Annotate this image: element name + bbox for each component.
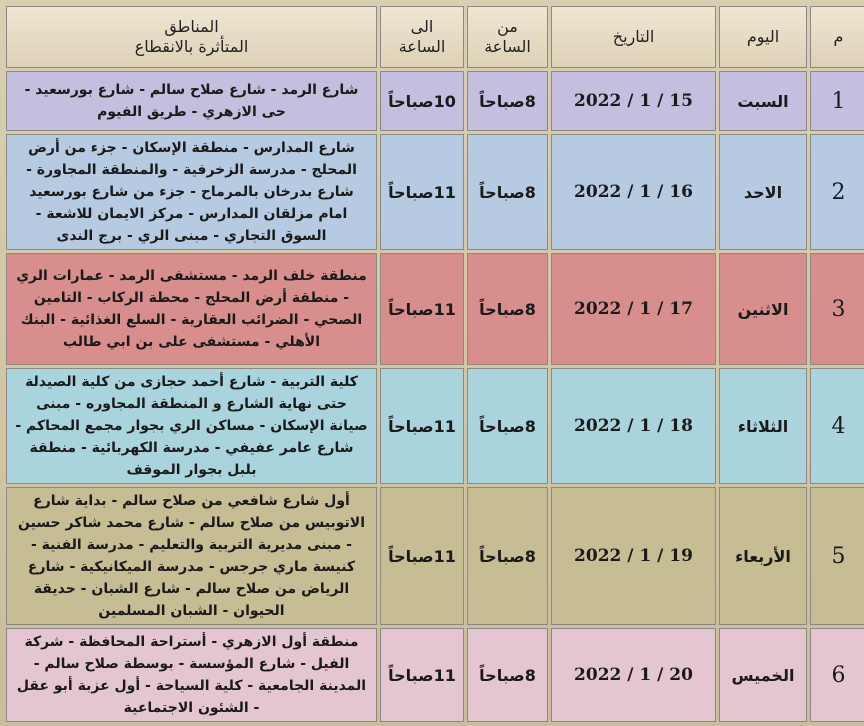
row-from: 8صباحاً xyxy=(467,134,548,250)
row-num: 5 xyxy=(810,487,864,625)
table-row xyxy=(6,487,864,625)
row-to: 11صباحاً xyxy=(380,487,464,625)
row-day: السبت xyxy=(719,71,807,131)
row-from: 8صباحاً xyxy=(467,368,548,484)
power-outage-schedule-table xyxy=(3,3,864,725)
row-areas: منطقة أول الازهري - أستراحة المحافظة - شركة الفيل - شارع المؤسسة - بوسطة صلاح سالم - المدينة الجامعية - كلية السياحة - أول عزبة أبو عقل - الشئون الاجتماعية xyxy=(6,628,377,722)
row-num: 6 xyxy=(810,628,864,722)
row-date: 2022 / 1 / 18 xyxy=(551,368,716,484)
row-from: 8صباحاً xyxy=(467,628,548,722)
row-from: 8صباحاً xyxy=(467,71,548,131)
header-date: التاريخ xyxy=(551,6,716,68)
row-num: 4 xyxy=(810,368,864,484)
row-to: 11صباحاً xyxy=(380,134,464,250)
table-row xyxy=(6,368,864,484)
row-from: 8صباحاً xyxy=(467,253,548,365)
row-to: 11صباحاً xyxy=(380,368,464,484)
row-date: 2022 / 1 / 20 xyxy=(551,628,716,722)
row-areas: شارع المدارس - منطقة الإسكان - جزء من أرض المحلج - مدرسة الزخرفية - والمنطقة المجاورة - شارع بدرخان بالمرماح - جزء من شارع بورسعيد امام مزلقان المدارس - مركز الايمان للاشعة - السوق التجاري - مبنى الري - برج الندى xyxy=(6,134,377,250)
row-areas: شارع الرمد - شارع صلاح سالم - شارع بورسعيد - حى الازهري - طريق الفيوم xyxy=(6,71,377,131)
row-from: 8صباحاً xyxy=(467,487,548,625)
row-to: 11صباحاً xyxy=(380,628,464,722)
row-day: الاثنين xyxy=(719,253,807,365)
row-num: 2 xyxy=(810,134,864,250)
row-date: 2022 / 1 / 15 xyxy=(551,71,716,131)
row-num: 3 xyxy=(810,253,864,365)
table-row xyxy=(6,253,864,365)
row-day: الثلاثاء xyxy=(719,368,807,484)
row-date: 2022 / 1 / 19 xyxy=(551,487,716,625)
row-date: 2022 / 1 / 17 xyxy=(551,253,716,365)
header-row xyxy=(6,6,864,68)
table-row xyxy=(6,134,864,250)
row-num: 1 xyxy=(810,71,864,131)
row-day: الأربعاء xyxy=(719,487,807,625)
row-day: الخميس xyxy=(719,628,807,722)
row-day: الاحد xyxy=(719,134,807,250)
row-to: 11صباحاً xyxy=(380,253,464,365)
row-areas: كلية التربية - شارع أحمد حجازى من كلية الصيدلة حتى نهاية الشارع و المنطقة المجاوره - مبنى صيانة الإسكان - مساكن الري بجوار مجمع المحاكم - شارع عامر عفيفي - مدرسة الكهربائية - منطقة بلبل بجوار الموقف xyxy=(6,368,377,484)
row-date: 2022 / 1 / 16 xyxy=(551,134,716,250)
row-areas: منطقة خلف الرمد - مستشفى الرمد - عمارات الري - منطقة أرض المحلج - محطة الركاب - التامين الصحي - الضرائب العقارية - السلع الغذائية - البنك الأهلي - مستشفى على بن ابي طالب xyxy=(6,253,377,365)
header-day: اليوم xyxy=(719,6,807,68)
row-areas: أول شارع شافعي من صلاح سالم - بداية شارع الاتوبيس من صلاح سالم - شارع محمد شاكر حسين - مبنى مديرية التربية والتعليم - مدرسة الفنية - كنيسة ماري جرجس - مدرسة الميكانيكية - شارع الرياض من صلاح سالم - شارع الشبان - حديقة الحيوان - الشبان المسلمين xyxy=(6,487,377,625)
header-to: الى الساعة xyxy=(380,6,464,68)
header-from: من الساعة xyxy=(467,6,548,68)
row-to: 10صباحاً xyxy=(380,71,464,131)
header-num: م xyxy=(810,6,864,68)
table-row xyxy=(6,628,864,722)
header-areas: المناطق المتأثرة بالانقطاع xyxy=(6,6,377,68)
table-row xyxy=(6,71,864,131)
